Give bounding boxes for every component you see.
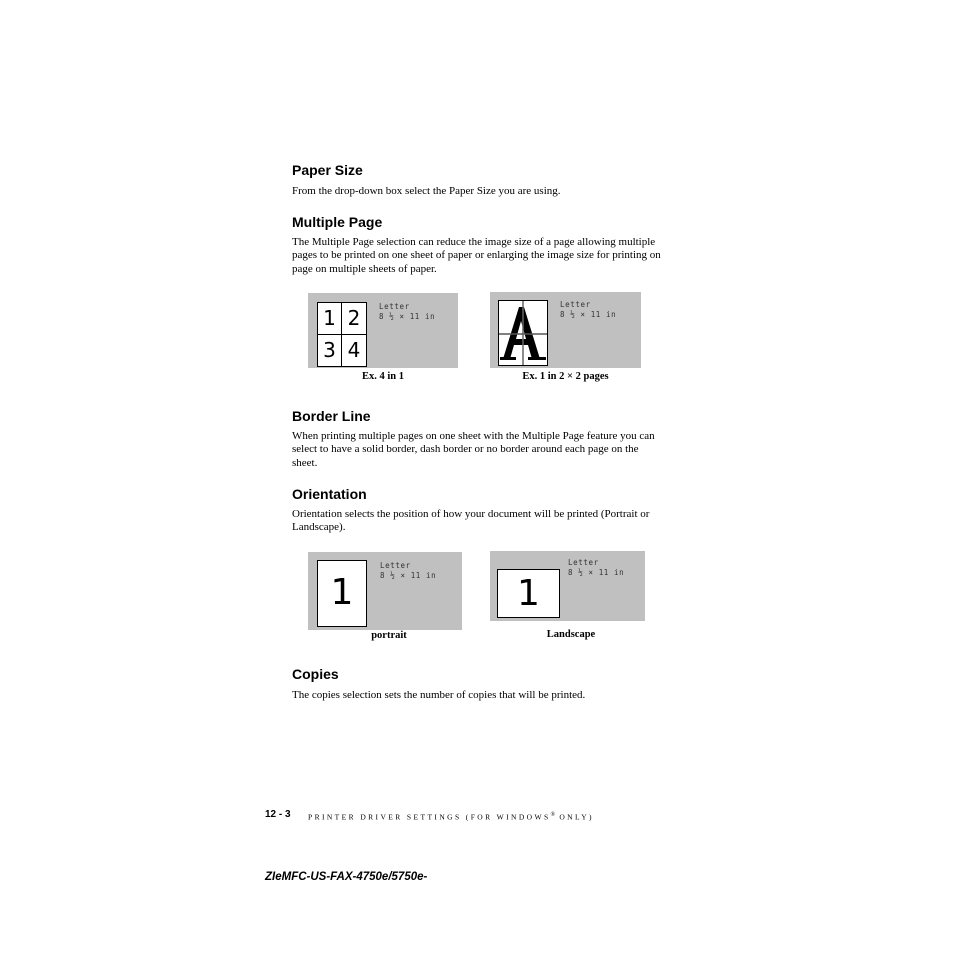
paragraph-multiple-page: The Multiple Page selection can reduce the image size of a page allowing multiple pages to be printed on one sheet of paper or enlarging the image size for printing on page on multiple sheets of paper. [292,236,661,275]
figure-1-in-2x2 [490,292,641,368]
page-number: 12 - 3 [265,809,291,820]
letter-a-glyph [499,301,547,365]
figure-4-in-1 [308,293,458,368]
paper-dimensions: 8 ½ × 11 in [379,312,436,321]
heading-paper-size: Paper Size [292,162,363,178]
heading-orientation: Orientation [292,486,367,502]
caption-4-in-1: Ex. 4 in 1 [361,371,404,382]
preview-sheet [498,300,548,366]
figure-landscape [490,551,645,621]
preview-sheet [497,569,560,618]
paper-dimensions: 8 ½ × 11 in [560,310,617,319]
paragraph-paper-size: From the drop-down box select the Paper Size you are using. [292,185,561,197]
preview-cell-4: 4 [341,334,367,367]
paragraph-copies: The copies selection sets the number of copies that will be printed. [292,689,586,701]
preview-page-number: 1 [517,573,540,614]
preview-cell-2: 2 [341,302,367,335]
preview-sheet [317,560,367,627]
document-id: ZIeMFC-US-FAX-4750e/5750e- [265,871,428,883]
paragraph-orientation: Orientation selects the position of how your document will be printed (Portrait or Landscape). [292,508,650,534]
preview-cell-1: 1 [317,302,342,335]
heading-multiple-page: Multiple Page [292,214,383,230]
paper-label: Letter [568,558,599,567]
preview-sheet [317,302,367,367]
caption-portrait: portrait [371,630,407,641]
paper-dimensions: 8 ½ × 11 in [380,571,437,580]
paper-label: Letter [560,300,591,309]
paper-dimensions: 8 ½ × 11 in [568,568,625,577]
paper-label: Letter [380,561,411,570]
figure-portrait [308,552,462,630]
caption-landscape: Landscape [546,629,596,640]
preview-cell-3: 3 [317,334,342,367]
heading-copies: Copies [292,666,339,682]
caption-1-in-2x2: Ex. 1 in 2 × 2 pages [522,371,609,382]
chapter-title: PRINTER DRIVER SETTINGS (FOR WINDOWS® ONLY) [308,812,594,822]
heading-border-line: Border Line [292,408,371,424]
paper-label: Letter [379,302,410,311]
preview-page-number: 1 [330,572,354,613]
paragraph-border-line: When printing multiple pages on one sheet with the Multiple Page feature you can select to have a solid border, dash border or no border around each page on the sheet. [292,430,655,469]
